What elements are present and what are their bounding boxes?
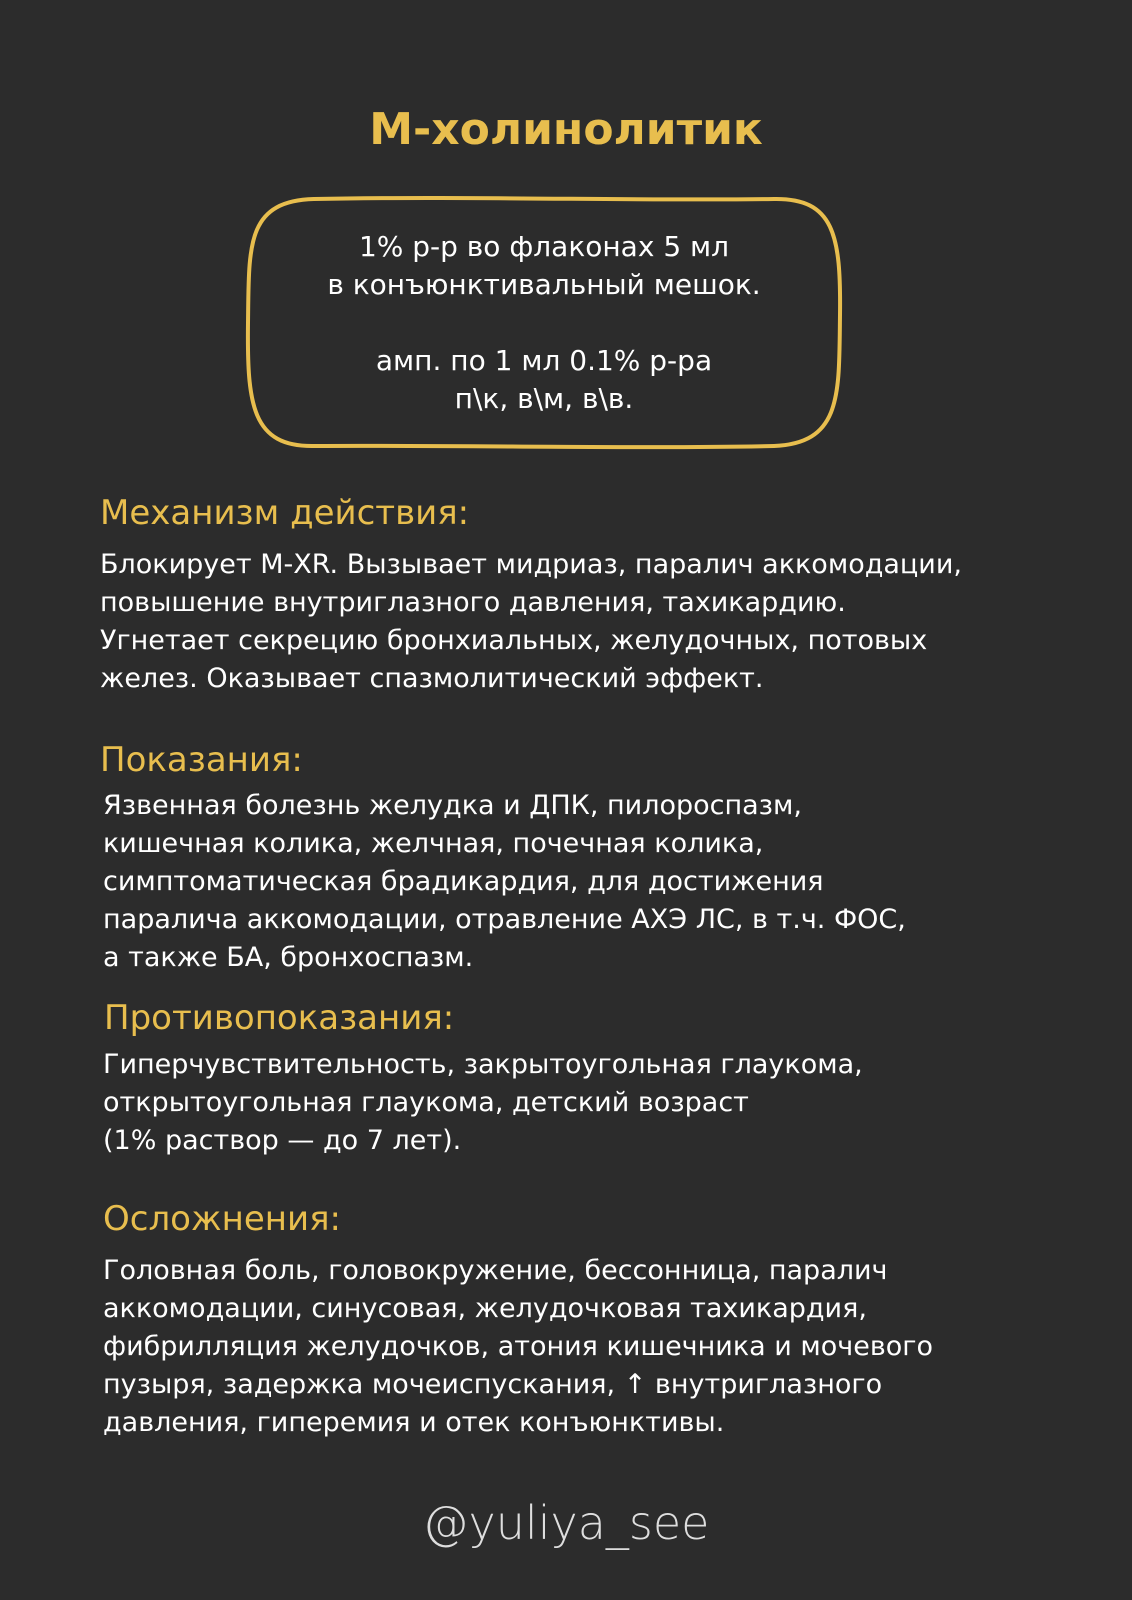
text-line: Блокирует М-XR. Вызывает мидриаз, паралич аккомодации, xyxy=(100,549,962,580)
form-line-gap xyxy=(244,304,844,342)
form-line: 1% р-р во флаконах 5 мл xyxy=(358,230,730,263)
text-line: повышение внутриглазного давления, тахикардию. xyxy=(100,587,846,618)
text-line: Язвенная болезнь желудка и ДПК, пилороспазм, xyxy=(103,790,802,821)
indications-text xyxy=(103,787,906,977)
text-line: открытоугольная глаукома, детский возраст xyxy=(103,1087,749,1118)
text-line: а также БА, бронхоспазм. xyxy=(103,942,474,973)
indications-heading: Показания: xyxy=(100,740,303,780)
text-line: кишечная колика, желчная, почечная колика, xyxy=(103,828,764,859)
text-line: давления, гиперемия и отек конъюнктивы. xyxy=(103,1407,725,1438)
contraindications-text xyxy=(103,1046,863,1160)
text-line: Угнетает секрецию бронхиальных, желудочных, потовых xyxy=(100,625,928,656)
text-line: Головная боль, головокружение, бессонница, паралич xyxy=(103,1255,888,1286)
form-line: в конъюнктивальный мешок. xyxy=(327,268,761,301)
dosage-form-text xyxy=(244,228,844,418)
dosage-form-box xyxy=(244,195,844,450)
author-handle: @yuliya_see xyxy=(422,1496,710,1550)
text-line: (1% раствор — до 7 лет). xyxy=(103,1125,462,1156)
form-line: п\к, в\м, в\в. xyxy=(454,382,634,415)
complications-heading: Осложнения: xyxy=(103,1199,341,1239)
page-title: М-холинолитик xyxy=(369,104,763,155)
contraindications-heading: Противопоказания: xyxy=(104,998,455,1038)
mechanism-text xyxy=(100,546,962,698)
text-line: пузыря, задержка мочеиспускания, ↑ внутриглазного xyxy=(103,1369,883,1400)
text-line: аккомодации, синусовая, желудочковая тахикардия, xyxy=(103,1293,867,1324)
text-line: Гиперчувствительность, закрытоугольная глаукома, xyxy=(103,1049,863,1080)
text-line: желез. Оказывает спазмолитический эффект. xyxy=(100,663,764,694)
form-line: амп. по 1 мл 0.1% р-ра xyxy=(375,344,713,377)
text-line: фибрилляция желудочков, атония кишечника и мочевого xyxy=(103,1331,933,1362)
complications-text xyxy=(103,1252,933,1442)
mechanism-heading: Механизм действия: xyxy=(100,493,470,533)
text-line: паралича аккомодации, отравление АХЭ ЛС, в т.ч. ФОС, xyxy=(103,904,906,935)
text-line: симптоматическая брадикардия, для достижения xyxy=(103,866,824,897)
